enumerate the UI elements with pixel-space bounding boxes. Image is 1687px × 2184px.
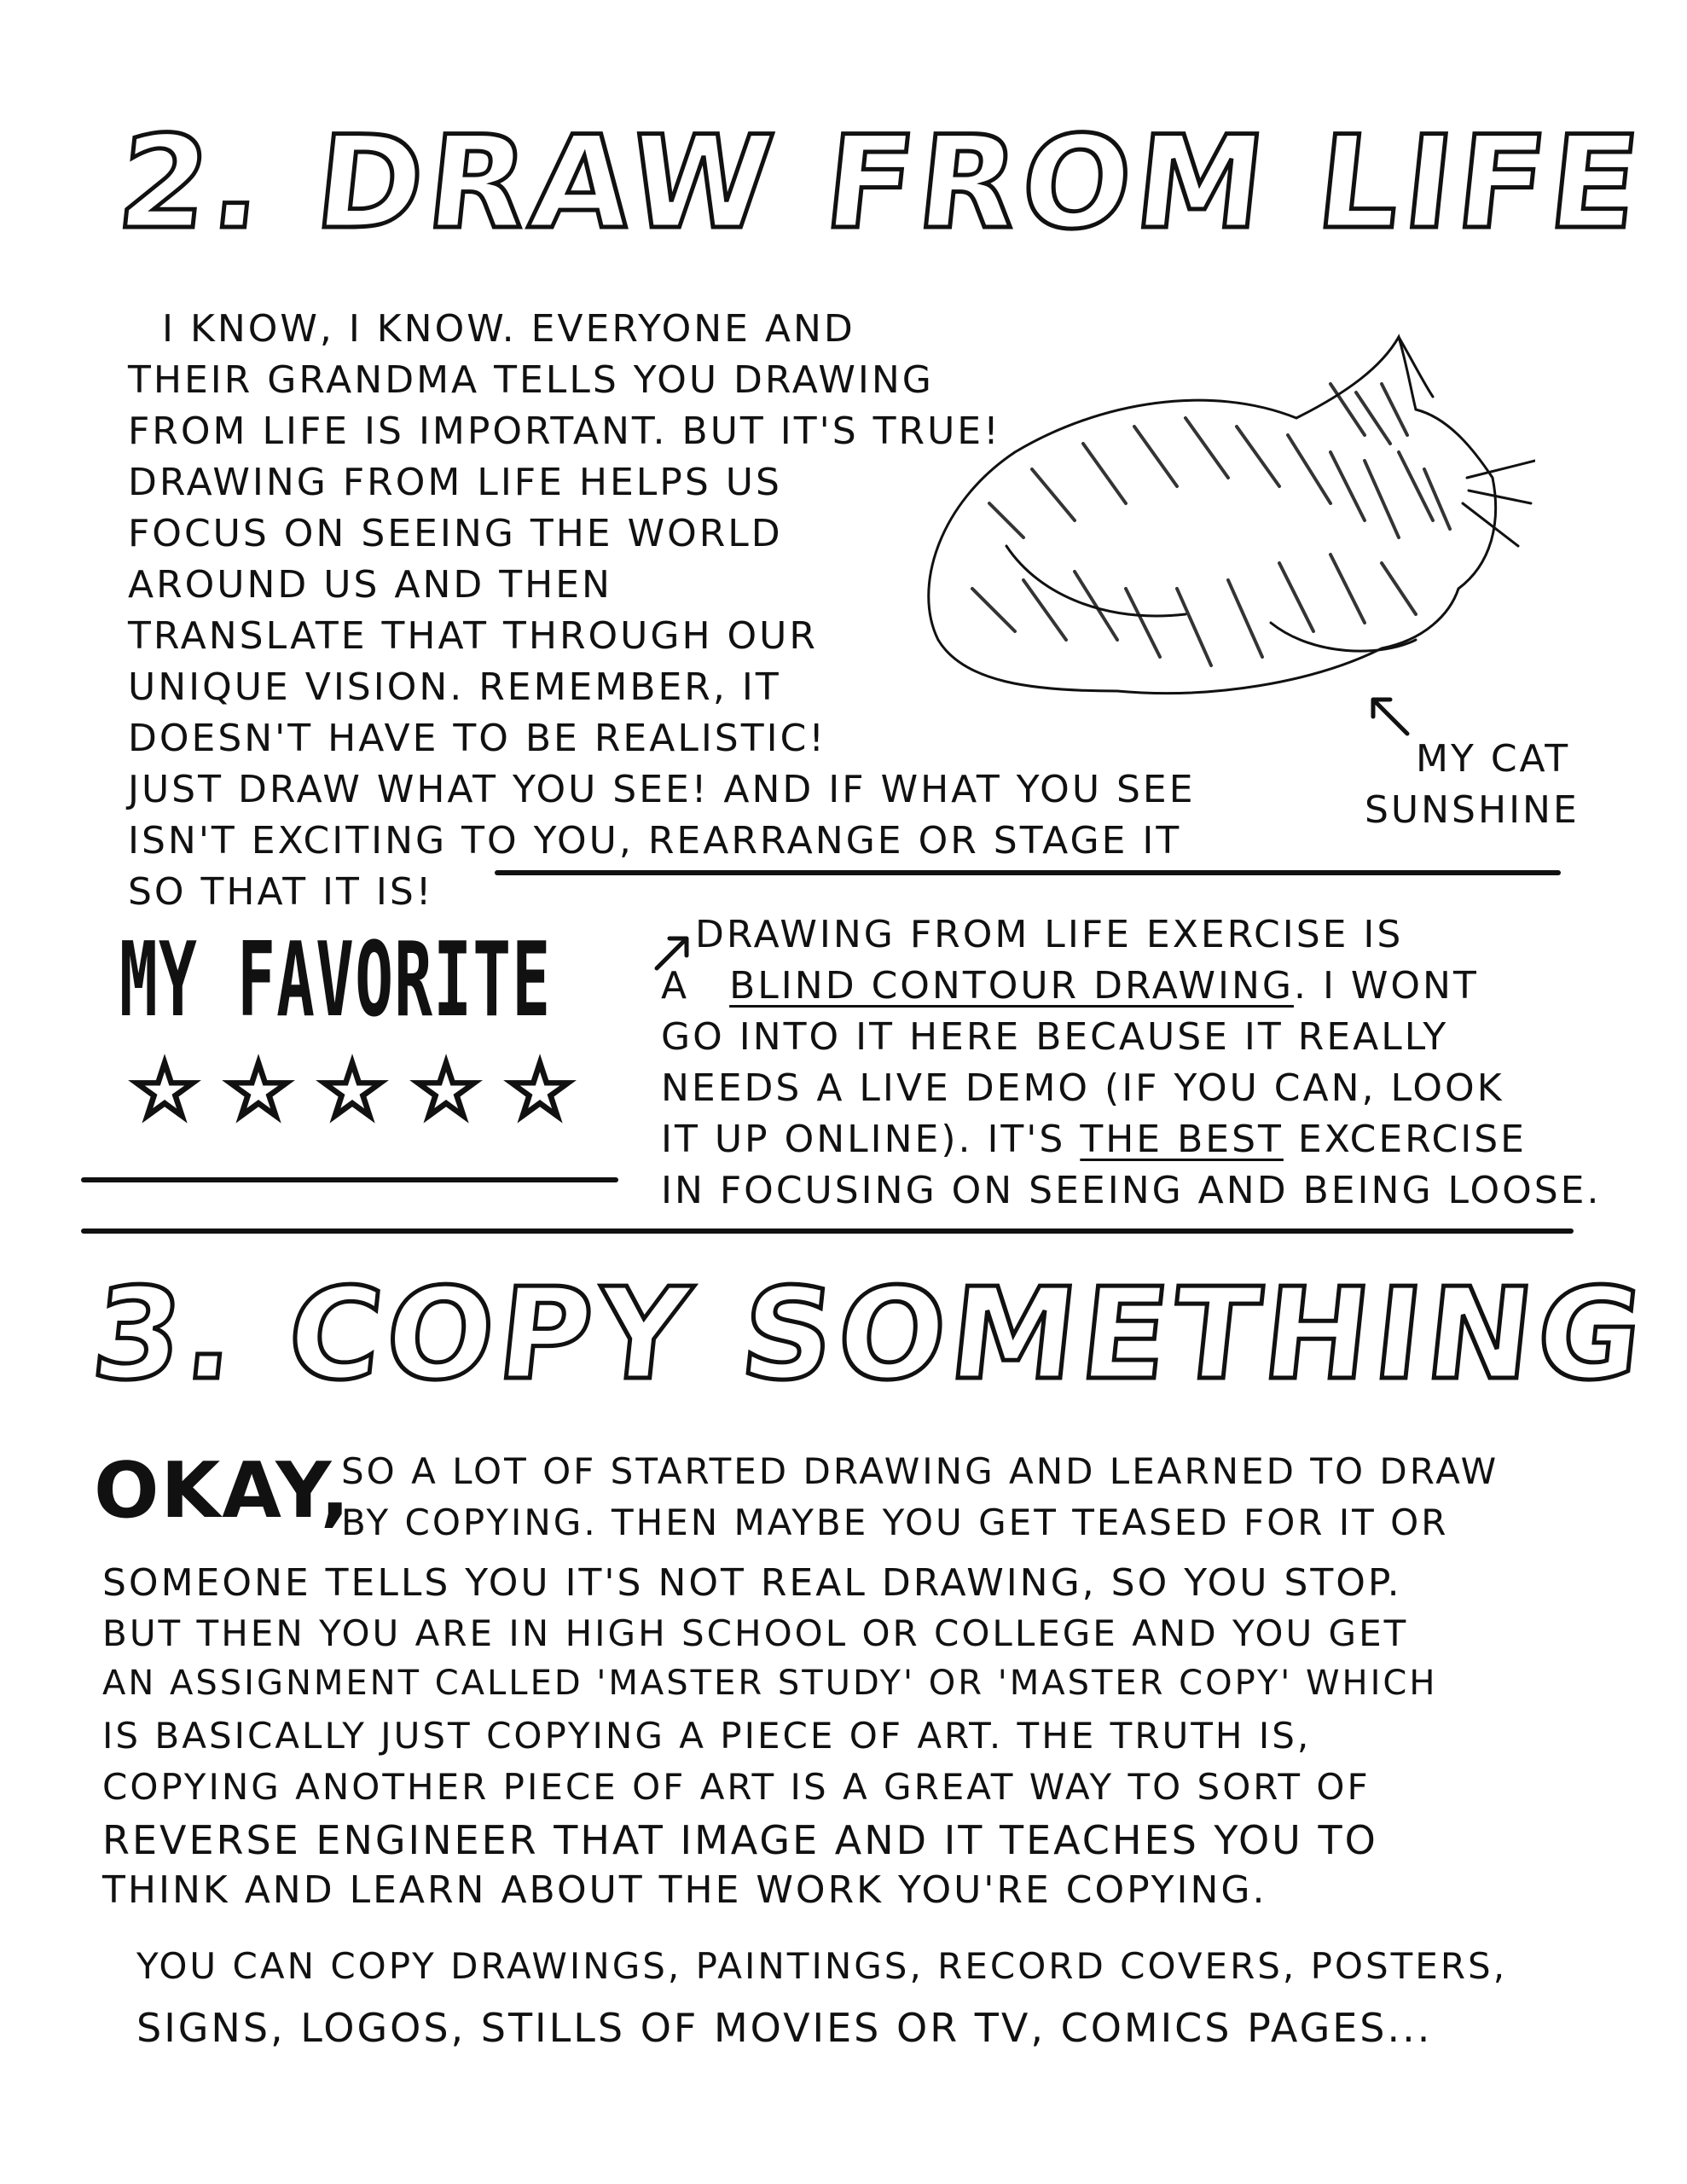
text-fragment: EXCERCISE <box>1297 1118 1527 1161</box>
text-line: SIGNS, LOGOS, STILLS OF MOVIES OR TV, COMICS PAGES... <box>136 2005 1433 2051</box>
text-line: DOESN'T HAVE TO BE REALISTIC! <box>128 717 826 760</box>
text-line: TRANSLATE THAT THROUGH OUR <box>128 614 818 658</box>
section-3-title: 3. COPY SOMETHING <box>85 1261 1655 1408</box>
text-line: AROUND US AND THEN <box>128 563 612 607</box>
text-line <box>661 1118 1527 1161</box>
divider-line <box>495 870 1561 875</box>
star-rating <box>128 1043 606 1143</box>
text-line: THEIR GRANDMA TELLS YOU DRAWING <box>128 358 934 402</box>
text-line: DRAWING FROM LIFE HELPS US <box>128 461 782 504</box>
text-fragment: . I WONT <box>1293 964 1479 1008</box>
text-line: SOMEONE TELLS YOU IT'S NOT REAL DRAWING, SO YOU STOP. <box>102 1561 1402 1605</box>
star-icon: ☆ <box>128 1043 202 1138</box>
text-line: NEEDS A LIVE DEMO (IF YOU CAN, LOOK <box>661 1066 1504 1110</box>
text-fragment: A <box>661 964 690 1008</box>
text-line: THINK AND LEARN ABOUT THE WORK YOU'RE COPYING. <box>102 1868 1267 1912</box>
text-line <box>661 964 1479 1008</box>
the-best-underlined: THE BEST <box>1080 1118 1284 1161</box>
text-line: BY COPYING. THEN MAYBE YOU GET TEASED FOR IT OR <box>341 1502 1449 1543</box>
blind-contour-underlined: BLIND CONTOUR DRAWING <box>729 964 1294 1008</box>
text-line: IN FOCUSING ON SEEING AND BEING LOOSE. <box>661 1169 1602 1212</box>
text-line: SO THAT IT IS! <box>128 870 434 914</box>
star-icon: ☆ <box>409 1043 484 1138</box>
text-line: I KNOW, I KNOW. EVERYONE AND <box>162 307 855 351</box>
text-line: JUST DRAW WHAT YOU SEE! AND IF WHAT YOU SEE <box>128 768 1196 811</box>
cat-illustration <box>904 333 1535 708</box>
star-icon: ☆ <box>316 1043 390 1138</box>
cat-caption-line: MY CAT <box>1416 737 1571 781</box>
star-icon: ☆ <box>503 1043 577 1138</box>
text-line: FROM LIFE IS IMPORTANT. BUT IT'S TRUE! <box>128 410 1001 453</box>
okay-word: OKAY, <box>94 1446 351 1536</box>
cat-caption <box>1365 734 1580 836</box>
divider-line <box>81 1228 1574 1234</box>
text-line: COPYING ANOTHER PIECE OF ART IS A GREAT WAY TO SORT OF <box>102 1766 1371 1808</box>
text-line: SO A LOT OF STARTED DRAWING AND LEARNED TO DRAW <box>341 1450 1499 1492</box>
text-line: DRAWING FROM LIFE EXERCISE IS <box>695 913 1404 956</box>
text-line: ISN'T EXCITING TO YOU, REARRANGE OR STAGE IT <box>128 819 1182 863</box>
star-icon: ☆ <box>222 1043 296 1138</box>
text-line: REVERSE ENGINEER THAT IMAGE AND IT TEACHES YOU TO <box>102 1817 1378 1863</box>
text-fragment: IT UP ONLINE). IT'S <box>661 1118 1066 1161</box>
cat-caption-line: SUNSHINE <box>1365 788 1580 832</box>
text-line: IS BASICALLY JUST COPYING A PIECE OF ART. THE TRUTH IS, <box>102 1715 1312 1757</box>
text-line: BUT THEN YOU ARE IN HIGH SCHOOL OR COLLEGE AND YOU GET <box>102 1612 1409 1654</box>
section-2-title: 2. DRAW FROM LIFE <box>111 109 1651 258</box>
divider-line <box>81 1177 618 1182</box>
text-line: FOCUS ON SEEING THE WORLD <box>128 512 783 555</box>
favorite-heading: MY FAVORITE <box>119 921 552 1040</box>
text-line: YOU CAN COPY DRAWINGS, PAINTINGS, RECORD COVERS, POSTERS, <box>136 1945 1508 1987</box>
text-line: UNIQUE VISION. REMEMBER, IT <box>128 665 781 709</box>
text-line: GO INTO IT HERE BECAUSE IT REALLY <box>661 1015 1449 1059</box>
text-line: AN ASSIGNMENT CALLED 'MASTER STUDY' OR 'MASTER COPY' WHICH <box>102 1664 1438 1703</box>
